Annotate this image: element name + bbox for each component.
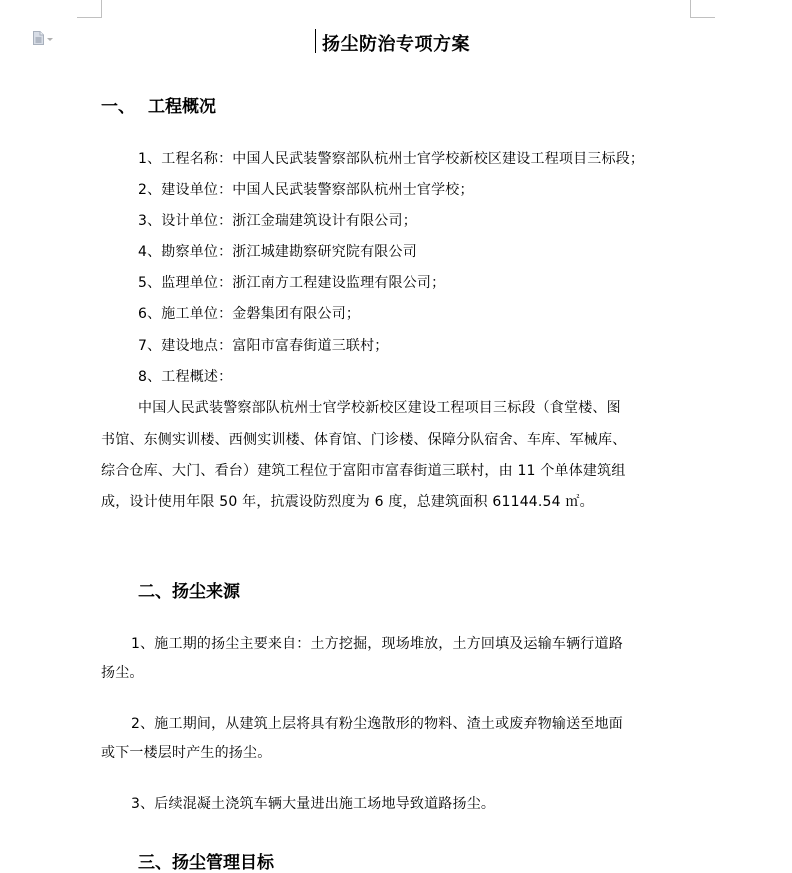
overview-item[interactable]: 1、工程名称：中国人民武装警察部队杭州士官学校新校区建设工程项目三标段； [138,151,645,167]
dust-source-paragraph-line[interactable]: 3、后续混凝土浇筑车辆大量进出施工场地导致道路扬尘。 [131,796,496,812]
overview-item[interactable]: 5、监理单位：浙江南方工程建设监理有限公司； [138,275,446,291]
dust-source-paragraph-line[interactable]: 扬尘。 [101,665,144,681]
dust-source-paragraph-line[interactable]: 或下一楼层时产生的扬尘。 [101,745,272,761]
overview-paragraph-line[interactable]: 成，设计使用年限 50 年，抗震设防烈度为 6 度，总建筑面积 61144.54 ㎡。 [101,494,594,510]
dust-source-paragraph-line[interactable]: 1、施工期的扬尘主要来自：土方挖掘，现场堆放，土方回填及运输车辆行道路 [131,636,623,652]
margin-mark-right-horizontal [691,17,715,18]
overview-item[interactable]: 8、工程概述： [138,369,233,385]
overview-item[interactable]: 6、施工单位：金磐集团有限公司； [138,306,361,322]
overview-item[interactable]: 3、设计单位：浙江金瑞建筑设计有限公司； [138,213,417,229]
overview-item[interactable]: 4、勘察单位：浙江城建勘察研究院有限公司 [138,244,417,260]
margin-mark-right-vertical [690,0,691,18]
margin-mark-left-horizontal [77,17,101,18]
overview-item[interactable]: 7、建设地点：富阳市富春街道三联村； [138,338,389,354]
section-title: 工程概况 [148,97,216,117]
section-heading-management-goals[interactable]: 三、扬尘管理目标 [138,853,274,873]
overview-paragraph-line[interactable]: 综合仓库、大门、看台）建筑工程位于富阳市富春街道三联村，由 11 个单体建筑组 [101,463,626,479]
section-heading-dust-sources[interactable]: 二、扬尘来源 [138,582,240,602]
dust-source-paragraph-line[interactable]: 2、施工期间，从建筑上层将具有粉尘逸散形的物料、渣土或废弃物输送至地面 [131,716,623,732]
overview-paragraph-line[interactable]: 中国人民武装警察部队杭州士官学校新校区建设工程项目三标段（食堂楼、图 [138,400,621,416]
overview-item[interactable]: 2、建设单位：中国人民武装警察部队杭州士官学校； [138,182,474,198]
section-number: 一、 [101,97,135,117]
document-title[interactable]: 扬尘防治专项方案 [322,34,470,55]
margin-mark-left-vertical [101,0,102,18]
overview-paragraph-line[interactable]: 书馆、东侧实训楼、西侧实训楼、体育馆、门诊楼、保障分队宿舍、车库、军械库、 [101,432,627,448]
section-heading-overview[interactable] [101,92,216,117]
